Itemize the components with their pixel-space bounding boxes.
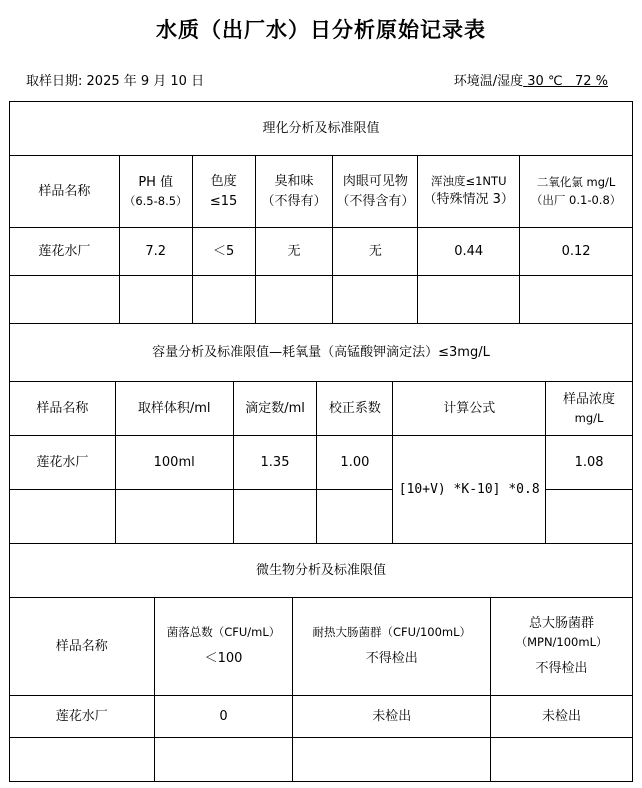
turbidity-value: 0.44 [418,228,520,276]
chlorine-value: 0.12 [520,228,633,276]
sampling-date-label: 取样日期: [26,74,83,89]
header-formula: 计算公式 [393,382,546,436]
table-row [10,276,633,324]
header-color: 色度 ≤15 [192,156,255,228]
env-label: 环境温/湿度 [453,74,524,89]
header-sample-name: 样品名称 [10,156,120,228]
ph-value: 7.2 [119,228,192,276]
table-row [10,228,633,276]
visible-value: 无 [333,228,418,276]
odor-value: 无 [255,228,333,276]
section1-title: 理化分析及标准限值 [10,102,633,156]
header-colony: 菌落总数（CFU/mL） ＜100 [154,598,293,696]
volume-value: 100ml [115,436,233,490]
header-odor: 臭和味 （不得有） [255,156,333,228]
section3-title: 微生物分析及标准限值 [10,544,633,598]
sampling-date [26,70,204,89]
header-visible: 肉眼可见物 （不得含有） [333,156,418,228]
sample-name-cell: 莲花水厂 [10,228,120,276]
header-sample-name: 样品名称 [10,598,155,696]
table-row [10,436,633,490]
formula-value: [10+V) *K-10] *0.8 [393,436,546,544]
total-coliform-value: 未检出 [491,696,633,738]
correction-value: 1.00 [317,436,393,490]
titration-value: 1.35 [233,436,317,490]
table-row [10,738,633,782]
header-turbidity: 浑浊度≤1NTU （特殊情况 3） [418,156,520,228]
header-ph: PH 值 （6.5-8.5） [119,156,192,228]
oxygen-consumption-table [9,323,633,544]
page-title: 水质（出厂水）日分析原始记录表 [156,18,486,42]
physicochemical-table [9,101,633,324]
sample-name-cell: 莲花水厂 [10,696,155,738]
sample-name-cell: 莲花水厂 [10,436,116,490]
microbiology-table [9,543,633,782]
color-value: ＜5 [192,228,255,276]
header-chlorine: 二氧化氯 mg/L （出厂 0.1-0.8） [520,156,633,228]
sampling-date-value: 2025 年 9 月 10 日 [86,74,205,89]
header-sample-name: 样品名称 [10,382,116,436]
header-concentration: 样品浓度 mg/L [546,382,633,436]
header-volume: 取样体积/ml [115,382,233,436]
temperature-value: 30 ℃ [527,74,563,89]
humidity-value: 72 % [574,74,608,89]
concentration-value: 1.08 [546,436,633,490]
thermo-value: 未检出 [293,696,491,738]
header-thermo: 耐热大肠菌群（CFU/100mL） 不得检出 [293,598,491,696]
header-correction: 校正系数 [317,382,393,436]
environment [454,70,608,89]
colony-value: 0 [154,696,293,738]
table-row [10,696,633,738]
section2-title: 容量分析及标准限值—耗氧量（高锰酸钾滴定法）≤3mg/L [10,324,633,382]
header-titration: 滴定数/ml [233,382,317,436]
header-total-coliform: 总大肠菌群 （MPN/100mL） 不得检出 [491,598,633,696]
